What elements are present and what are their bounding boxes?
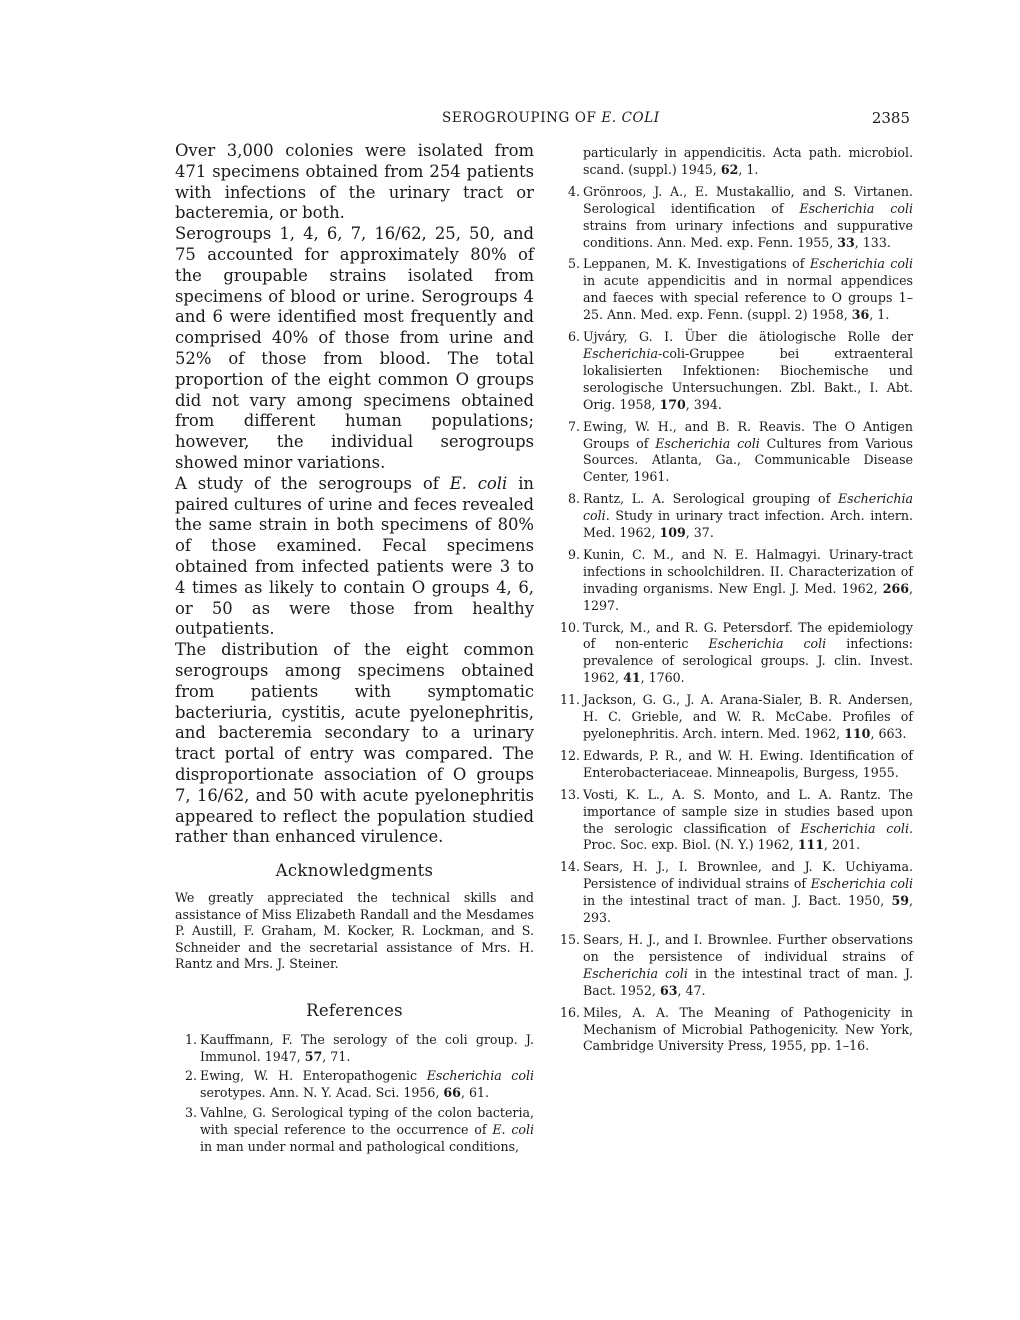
reference-number: 15. xyxy=(559,931,580,947)
reference-item-continued xyxy=(558,145,913,179)
reference-item xyxy=(175,1032,534,1066)
reference-text: Sears, H. J., I. Brownlee, and J. K. Uchiyama. Persistence of individual strains of Escherichia coli in the intestinal tract of man. J. Bact. 1950, 59, 293. xyxy=(583,859,913,926)
reference-item xyxy=(558,1005,913,1056)
page-number: 2385 xyxy=(871,109,910,127)
reference-number: 2. xyxy=(184,1068,197,1084)
reference-text: Rantz, L. A. Serological grouping of Escherichia coli. Study in urinary tract infection. Arch. intern. Med. 1962, 109, 37. xyxy=(583,491,913,541)
right-column xyxy=(558,145,913,1060)
reference-text: Edwards, P. R., and W. H. Ewing. Identification of Enterobacteriaceae. Minneapolis, Burgess, 1955. xyxy=(583,747,913,780)
acknowledgments-heading: Acknowledgments xyxy=(275,861,434,881)
reference-item xyxy=(558,184,913,252)
reference-text: Ewing, W. H. Enteropathogenic Escherichia coli serotypes. Ann. N. Y. Acad. Sci. 1956, 66, 61. xyxy=(200,1068,534,1101)
reference-text: Miles, A. A. The Meaning of Pathogenicity in Mechanism of Microbial Pathogenicity. New York, Cambridge University Press, 1955, pp. 1–16. xyxy=(583,1004,913,1054)
reference-item xyxy=(558,620,913,688)
reference-item xyxy=(558,859,913,927)
reference-text: Kauffmann, F. The serology of the coli group. J. Immunol. 1947, 57, 71. xyxy=(200,1031,534,1064)
body-paragraph-2: Serogroups 1, 4, 6, 7, 16/62, 25, 50, and 75 accounted for approximately 80% of the groupable strains isolated from specimens of blood or urine. Serogroups 4 and 6 were identified most frequently and comprised 40% of those from urine and 52% of those from blood. The total proportion of the eight common O groups did not vary among specimens obtained from different human populations; however, the individual serogroups showed minor variations. xyxy=(175,224,534,472)
reference-number: 13. xyxy=(559,786,580,802)
reference-text: Ewing, W. H., and B. R. Reavis. The O Antigen Groups of Escherichia coli Cultures from Various Sources. Atlanta, Ga., Communicable Disease Center, 1961. xyxy=(583,418,913,485)
reference-item xyxy=(175,1068,534,1102)
reference-number: 12. xyxy=(559,747,580,763)
reference-text: Ujváry, G. I. Über die ätiologische Rolle der Escherichia-coli-Gruppee bei extraenteral lokalisierten Infektionen: Biochemische und serologische Untersuchungen. Zbl. Bakt., I. Abt. Orig. 1958, 170, 394. xyxy=(583,329,913,412)
reference-item xyxy=(558,692,913,743)
body-paragraph-4: The distribution of the eight common serogroups among specimens obtained from patients with symptomatic bacteriuria, cystitis, acute pyelonephritis, and bacteremia secondary to a urinary tract portal of entry was compared. The disproportionate association of O groups 7, 16/62, and 50 with acute pyelonephritis appeared to reflect the population studied rather than enhanced virulence. xyxy=(175,640,534,847)
reference-list-right xyxy=(558,145,913,1055)
reference-number: 14. xyxy=(559,859,580,875)
reference-number: 16. xyxy=(559,1004,580,1020)
reference-item xyxy=(558,256,913,324)
reference-text-split: Vahlne, G. Serological typing of the colon bacteria, with special reference to the occurrence of E. coli in man under normal and pathological conditions, xyxy=(200,1105,535,1155)
reference-item xyxy=(558,329,913,414)
acknowledgments-text: We greatly appreciated the technical skills and assistance of Miss Elizabeth Randall and the Mesdames P. Austill, F. Graham, M. Kocker, R. Lockman, and S. Schneider and the secretarial assistance of Mrs. H. Rantz and Mrs. J. Steiner. xyxy=(175,890,534,972)
reference-text: Sears, H. J., and I. Brownlee. Further observations on the persistence of individual strains of Escherichia coli in the intestinal tract of man. J. Bact. 1952, 63, 47. xyxy=(583,931,913,998)
body-paragraph-1: Over 3,000 colonies were isolated from 471 specimens obtained from 254 patients with infections of the urinary tract or bacteremia, or both. xyxy=(175,141,534,223)
reference-item xyxy=(558,787,913,855)
reference-number: 9. xyxy=(567,546,580,562)
reference-number: 5. xyxy=(567,256,580,272)
references-heading: References xyxy=(306,1000,403,1020)
reference-item xyxy=(175,1105,534,1156)
reference-text: Kunin, C. M., and N. E. Halmagyi. Urinary-tract infections in schoolchildren. II. Characterization of invading organisms. New Engl. J. Med. 1962, 266, 1297. xyxy=(583,546,913,613)
reference-text: Jackson, G. G., J. A. Arana-Sialer, B. R. Andersen, H. C. Grieble, and W. R. McCabe. Profiles of pyelonephritis. Arch. intern. Med. 1962, 110, 663. xyxy=(583,692,913,741)
reference-number: 11. xyxy=(559,692,580,708)
reference-number: 6. xyxy=(567,329,580,345)
reference-text: Leppanen, M. K. Investigations of Escherichia coli in acute appendicitis and in normal appendices and faeces with special reference to O groups 1–25. Ann. Med. exp. Fenn. (suppl. 2) 1958, 36, 1. xyxy=(583,256,914,323)
reference-number: 1. xyxy=(184,1031,197,1047)
reference-item xyxy=(558,547,913,615)
reference-number: 8. xyxy=(567,491,580,507)
reference-item xyxy=(558,419,913,487)
reference-number: 3. xyxy=(184,1105,197,1121)
reference-text: Grönroos, J. A., E. Mustakallio, and S. Virtanen. Serological identification of Escherichia coli strains from urinary infections and suppurative conditions. Ann. Med. exp. Fenn. 1955, 33, 133. xyxy=(583,183,913,250)
reference-text: Vosti, K. L., A. S. Monto, and L. A. Rantz. The importance of sample size in studies based upon the serologic classification of Escherichia coli. Proc. Soc. exp. Biol. (N. Y.) 1962, 111, 201. xyxy=(583,786,913,853)
running-head xyxy=(0,110,1020,130)
reference-list-left xyxy=(175,1032,534,1156)
reference-number: 10. xyxy=(559,619,580,635)
reference-number: 7. xyxy=(567,418,580,434)
running-title: SEROGROUPING OF E. COLI xyxy=(442,110,660,126)
reference-item xyxy=(558,932,913,1000)
reference-number: 4. xyxy=(567,183,580,199)
reference-item xyxy=(558,748,913,782)
reference-item xyxy=(558,491,913,542)
reference-text: Turck, M., and R. G. Petersdorf. The epidemiology of non-enteric Escherichia coli infections: prevalence of serological groups. J. clin. Invest. 1962, 41, 1760. xyxy=(583,619,913,686)
left-column xyxy=(175,141,534,1159)
body-paragraph-3: A study of the serogroups of E. coli in paired cultures of urine and feces revealed the same strain in both specimens of 80% of those examined. Fecal specimens obtained from infected patients were 3 to 4 times as likely to contain O groups 4, 6, or 50 as were those from healthy outpatients. xyxy=(175,473,534,639)
reference-text-continued: particularly in appendicitis. Acta path. microbiol. scand. (suppl.) 1945, 62, 1. xyxy=(583,145,913,177)
